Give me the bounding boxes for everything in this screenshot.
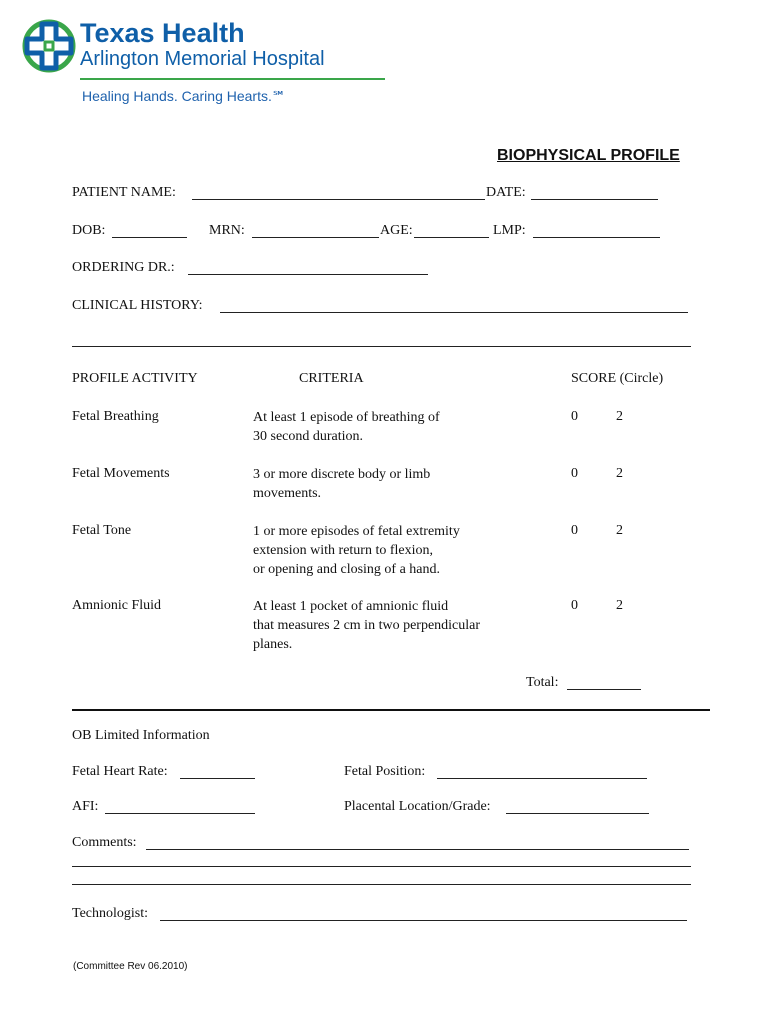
criteria-line: At least 1 episode of breathing of: [253, 410, 440, 425]
revision-footer: (Committee Rev 06.2010): [73, 961, 188, 972]
tagline: Healing Hands. Caring Hearts.℠: [82, 88, 287, 104]
criteria-fetal-movements: [253, 465, 430, 503]
date-label: DATE:: [486, 185, 526, 200]
score-option-0[interactable]: 0: [571, 598, 578, 613]
org-name: Texas Health: [80, 18, 245, 48]
clinical-history-label: CLINICAL HISTORY:: [72, 298, 203, 313]
patient-name-field[interactable]: [192, 199, 485, 200]
fetal-position-field[interactable]: [437, 778, 647, 779]
clinical-history-field[interactable]: [220, 312, 688, 313]
section-divider: [72, 709, 710, 711]
fetal-heart-rate-label: Fetal Heart Rate:: [72, 764, 168, 779]
criteria-line: At least 1 pocket of amnionic fluid: [253, 599, 449, 614]
activity-fetal-tone: Fetal Tone: [72, 523, 132, 538]
dob-field[interactable]: [112, 237, 187, 238]
logo-divider: [80, 78, 385, 80]
activity-amnionic-fluid: Amnionic Fluid: [72, 598, 162, 613]
placental-field[interactable]: [506, 813, 649, 814]
header-score: SCORE (Circle): [571, 371, 664, 386]
ordering-dr-label: ORDERING DR.:: [72, 260, 175, 275]
placental-label: Placental Location/Grade:: [344, 799, 491, 814]
comments-field-line-3[interactable]: [72, 884, 691, 885]
score-option-2[interactable]: 2: [616, 523, 623, 538]
criteria-fetal-tone: [253, 522, 460, 579]
score-option-2[interactable]: 2: [616, 466, 623, 481]
dob-label: DOB:: [72, 223, 106, 238]
technologist-field[interactable]: [160, 920, 687, 921]
age-label: AGE:: [380, 223, 413, 238]
criteria-line: or opening and closing of a hand.: [253, 562, 441, 577]
mrn-label: MRN:: [209, 223, 245, 238]
hospital-cross-logo-icon: [21, 18, 77, 74]
technologist-label: Technologist:: [72, 906, 149, 921]
score-option-0[interactable]: 0: [571, 523, 578, 538]
criteria-amnionic-fluid: [253, 597, 480, 654]
activity-fetal-breathing: Fetal Breathing: [72, 409, 159, 424]
afi-label: AFI:: [72, 799, 99, 814]
criteria-line: extension with return to flexion,: [253, 543, 434, 558]
comments-label: Comments:: [72, 835, 137, 850]
lmp-label: LMP:: [493, 223, 526, 238]
ob-section-title: OB Limited Information: [72, 728, 210, 743]
criteria-line: 30 second duration.: [253, 429, 364, 444]
age-field[interactable]: [414, 237, 489, 238]
lmp-field[interactable]: [533, 237, 660, 238]
date-field[interactable]: [531, 199, 658, 200]
criteria-line: 3 or more discrete body or limb: [253, 467, 431, 482]
score-option-2[interactable]: 2: [616, 409, 623, 424]
total-field[interactable]: [567, 689, 641, 690]
ordering-dr-field[interactable]: [188, 274, 428, 275]
score-option-0[interactable]: 0: [571, 409, 578, 424]
criteria-line: movements.: [253, 486, 322, 501]
fetal-position-label: Fetal Position:: [344, 764, 426, 779]
criteria-fetal-breathing: [253, 408, 440, 446]
header-profile-activity: PROFILE ACTIVITY: [72, 371, 198, 386]
header-criteria: CRITERIA: [299, 371, 364, 386]
clinical-history-field-line-2[interactable]: [72, 346, 691, 347]
afi-field[interactable]: [105, 813, 255, 814]
activity-fetal-movements: Fetal Movements: [72, 466, 170, 481]
mrn-field[interactable]: [252, 237, 379, 238]
criteria-line: that measures 2 cm in two perpendicular: [253, 618, 481, 633]
criteria-line: planes.: [253, 637, 293, 652]
comments-field[interactable]: [146, 849, 689, 850]
page-title: BIOPHYSICAL PROFILE: [497, 147, 680, 164]
fetal-heart-rate-field[interactable]: [180, 778, 255, 779]
criteria-line: 1 or more episodes of fetal extremity: [253, 524, 460, 539]
hospital-name: Arlington Memorial Hospital: [80, 48, 325, 70]
patient-name-label: PATIENT NAME:: [72, 185, 176, 200]
score-option-0[interactable]: 0: [571, 466, 578, 481]
total-label: Total:: [526, 675, 559, 690]
score-option-2[interactable]: 2: [616, 598, 623, 613]
comments-field-line-2[interactable]: [72, 866, 691, 867]
